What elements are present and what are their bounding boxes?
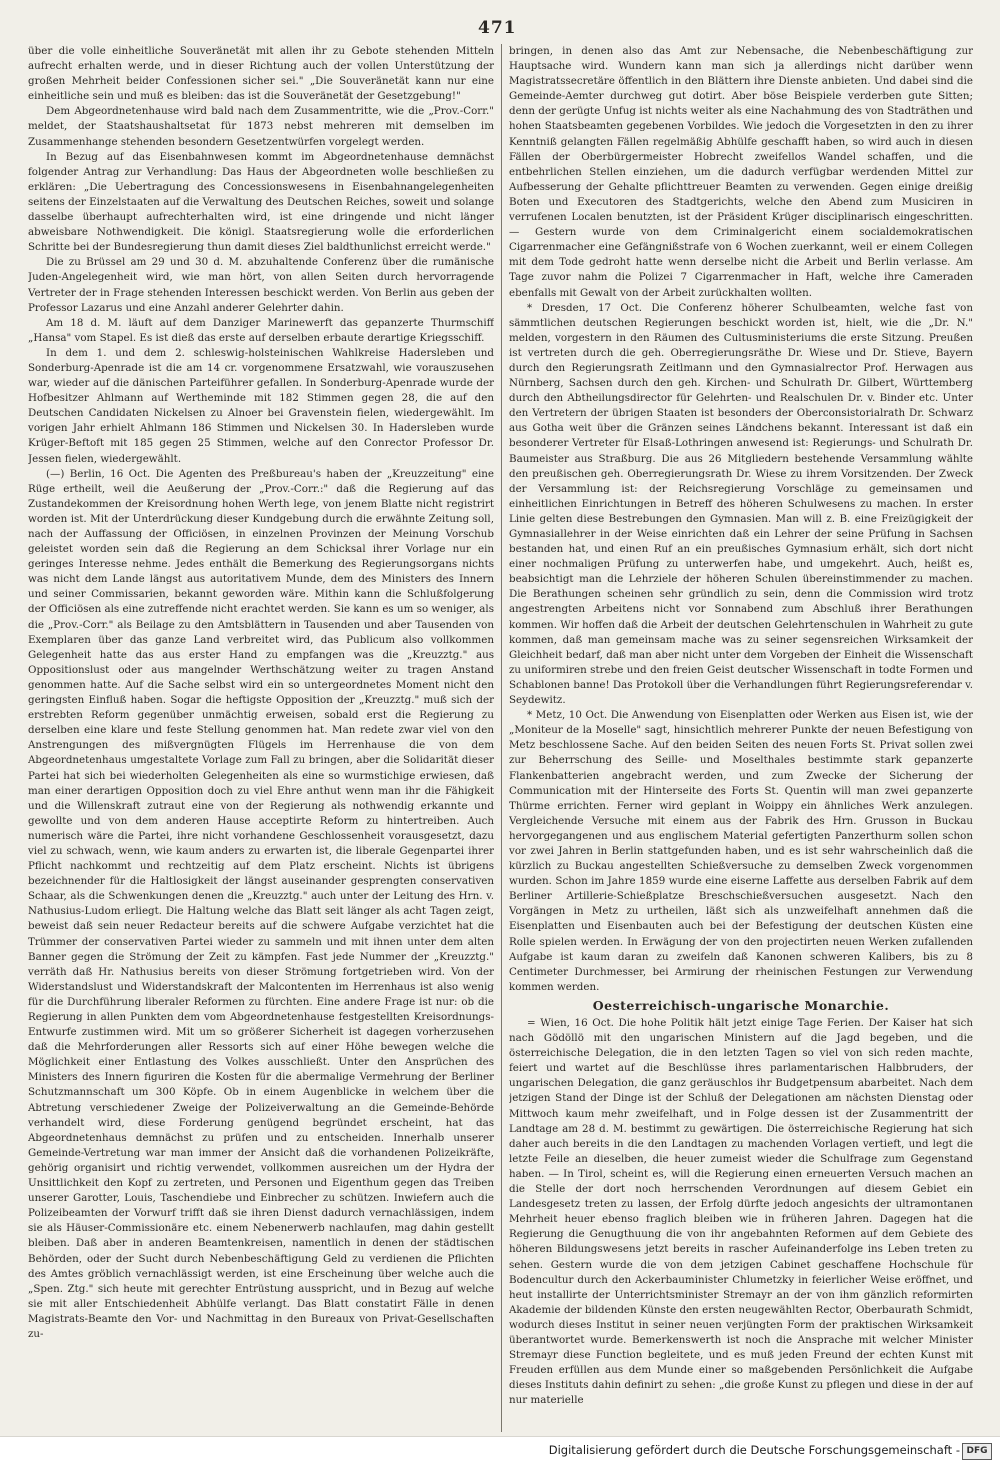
section-heading: Oesterreichisch-ungarische Monarchie. xyxy=(592,997,890,1013)
article-paragraph: = Wien, 16 Oct. Die hohe Politik hält jetzt einige Tage Ferien. Der Kaiser hat sich nach Gödöllö mit den ungarischen Ministern auf die Jagd begeben, und die österreichische Delegation, die in den letzten Tagen so viel von sich reden machte, feiert und wartet auf die Beschlüsse ihres parlamentarischen Halbbruders, der ungarischen Delegation, die ganz geräuschlos ihr Budgetpensum abarbeitet. Nach dem jetzigen Stand der Dinge ist der Schluß der Delegationen am nächsten Dienstag oder Mittwoch kaum mehr zweifelhaft, und in Folge dessen ist der Zusammentritt der Landtage am 28 d. M. bestimmt zu gewärtigen. Die österreichische Regierung hat sich daher auch bereits in die den Landtagen zu machenden Vorlagen vertieft, und legt die letzte Feile an dieselben, die heuer zumeist wieder die Schulfrage zum Gegenstand haben. — In Tirol, scheint es, will die Regierung einen erneuerten Versuch machen an die Stelle der dort noch herrschenden Verordnungen auf diesem Gebiet ein Landesgesetz treten zu lassen, der Erfolg dürfte jedoch angesichts der ultramontanen Mehrheit heuer ebenso fraglich bleiben wie in früheren Jahren. Dagegen hat die Regierung die Genugthuung die von ihr angebahnten Reformen auf dem Gebiete des höheren Bildungswesens jetzt bereits in rascher Aufeinanderfolge ins Leben treten zu sehen. Gestern wurde die von dem jetzigen Cabinet geschaffene Hochschule für Bodencultur durch den Ackerbauminister Chlumetzky in feierlicher Weise eröffnet, und heut installirte der Unterrichtsminister Stremayr an der von ihm gänzlich reformirten Akademie der bildenden Künste den ersten neugewählten Rector, Oberbaurath Schmidt, wodurch dieses Institut in seiner neuen verjüngten Form der praktischen Wirksamkeit überantwortet wurde. Bemerkenswerth ist noch die Ansprache mit welcher Minister Stremayr diese Function begleitete, und es muß jeden Freund der echten Kunst mit Freuden erfüllen aus dem Munde einer so maßgebenden Persönlichkeit die Aufgabe dieses Instituts dahin definirt zu sehen: „die große Kunst zu pflegen und diese in der auf nur materielle xyxy=(509,1017,973,1407)
article-paragraph: (—) Berlin, 16 Oct. Die Agenten des Preßbureau's haben der „Kreuzzeitung" eine Rüge ertheilt, weil die Aeußerung der „Prov.-Corr.:" daß die Regierung auf das Zustandekommen der Kreisordnung hohen Werth lege, von jenem Blatte nicht registrirt worden ist. Mit der Unterdrückung dieser Kundgebung durch die erwähnte Zeitung soll, nach der Auffassung der Officiösen, in einzelnen Provinzen der Meinung Vorschub geleistet worden sein daß die Regierung an dem Schicksal ihrer Vorlage nur ein geringes Interesse nehme. Jedes enthält die Bemerkung des Regierungsorgans nichts was nicht dem Lande längst aus autoritativem Munde, dem des Ministers des Innern und seiner Commissarien, bekannt geworden wäre. Mithin kann die Schlußfolgerung der Officiösen als eine zutreffende nicht erachtet werden. Sie kann es um so weniger, als die „Prov.-Corr." als Beilage zu den Amtsblättern in Tausenden und aber Tausenden von Exemplaren über das ganze Land verbreitet wird, das Publicum also vollkommen Gelegenheit hatte das aus erster Hand zu empfangen was die „Kreuzztg." aus Oppositionslust oder aus mangelnder Werthschätzung weiter zu tragen Anstand genommen hatte. Auf die Sache selbst wird ein so untergeordnetes Moment nicht den geringsten Einfluß haben. Sogar die heftigste Opposition der „Kreuzztg." muß sich der erstrebten Reform gegenüber unmächtig erweisen, sobald erst die Regierung zu derselben eine klare und feste Stellung genommen hat. Man redete zwar viel von den Anstrengungen des mißvergnügten Flügels im Herrenhause die von dem Abgeordnetenhaus umgestaltete Vorlage zum Fall zu bringen, aber die Solidarität dieser Partei hat sich bei wiederholten Gelegenheiten als eine so wurmstichige erwiesen, daß man einer derartigen Opposition doch zu viel Ehre anthut wenn man ihr die Fähigkeit und die Willenskraft zutraut eine von der Regierung als nothwendig erkannte und gewollte und von dem anderen Hause acceptirte Reform zu hintertreiben. Auch numerisch wäre die Partei, ihre nicht vorhandene Geschlossenheit vorausgesetzt, dazu viel zu schwach, wenn, wie kaum anders zu erwarten ist, die liberale Gegenpartei ihrer Pflicht nachkommt und rechtzeitig auf dem Platz erscheint. Nichts ist übrigens bezeichnender für die Haltlosigkeit der längst auseinander gesprengten conservativen Schaar, als die Schwenkungen denen die „Kreuzztg." auch unter der Leitung des Hrn. v. Nathusius-Ludom erliegt. Die Haltung welche das Blatt seit länger als acht Tagen zeigt, beweist daß sein neuer Redacteur bereits auf die schwere Aufgabe verzichtet hat die Trümmer der conservativen Partei wieder zu sammeln und mit ihnen unter dem alten Banner gegen die Strömung der Zeit zu kämpfen. Fast jede Nummer der „Kreuzztg." verräth daß Hr. Nathusius bereits von dieser Strömung fortgetrieben wird. Von der Widerstandslust und Widerstandskraft der Malcontenten im Herrenhaus ist also wenig für die Durchführung liberaler Reformen zu fürchten. Eine andere Frage ist nur: ob die Regierung in allen Punkten dem vom Abgeordnetenhause festgestellten Kreisordnungs-Entwurfe zustimmen wird. Mit um so größerer Sicherheit ist dagegen vorherzusehen daß die Mehrforderungen aller Ressorts sich auf einer Höhe bewegen welche die Möglichkeit einer Entlastung des Volkes ausschließt. Unter den Ansprüchen des Ministers des Innern figuriren die Kosten für die abermalige Vermehrung der Berliner Schutzmannschaft um 300 Köpfe. Ob in einem Augenblicke in welchem über die Abtretung verschiedener Zweige der Polizeiverwaltung an die Gemeinde-Behörde verhandelt wird, diese Forderung genügend begründet erscheint, hat das Abgeordnetenhaus demnächst zu prüfen und zu entscheiden. Innerhalb unserer Gemeinde-Vertretung war man immer der Ansicht daß die vorhandenen Polizeikräfte, gehörig organisirt und richtig verwendet, vollkommen ausreichen um der Hydra der Unsittlichkeit den Kopf zu zertreten, und Personen und Eigenthum gegen das Treiben unserer Garotter, Louis, Taschendiebe und Einbrecher zu schützen. Inwiefern auch die Polizeibeamten der Vorwurf trifft daß sie ihren Dienst dadurch vernachlässigen, indem sie als Häuser-Commissionäre etc. einem Nebenerwerb nachlaufen, mag dahin gestellt bleiben. Daß aber in anderen Beamtenkreisen, namentlich in denen der städtischen Behörden, oder der Sucht durch Nebenbeschäftigung Geld zu verdienen die Pflichten des Amtes gröblich vernachlässigt werden, ist eine Erscheinung über welche auch die „Spen. Ztg." sich heute mit gerechter Entrüstung ausspricht, und in Bezug auf welche sie mit aller Entschiedenheit Abhülfe verlangt. Das Blatt constatirt Fälle in denen Magistrats-Beamte den Vor- und Nachmittag in den Bureaux von Privat-Gesellschaften zu- xyxy=(28,467,494,1340)
article-paragraph: Dem Abgeordnetenhause wird bald nach dem Zusammentritte, wie die „Prov.-Corr." meldet, der Staatshaushaltsetat für 1873 nebst mehreren mit demselben im Zusammenhange stehenden besondern Gesetzentwürfen vorgelegt werden. xyxy=(28,105,494,148)
article-paragraph: Am 18 d. M. läuft auf dem Danziger Marinewerft das gepanzerte Thurmschiff „Hansa" vom Stapel. Es ist dieß das erste auf derselben erbaute derartige Kriegsschiff. xyxy=(28,316,494,344)
page-number: 471 xyxy=(478,18,517,38)
article-paragraph: Die zu Brüssel am 29 und 30 d. M. abzuhaltende Conferenz über die rumänische Juden-Angelegenheit wird, wie man hört, von allen Seiten durch hervorragende Vertreter der in Frage stehenden Interessen beschickt werden. Von Berlin aus geben der Professor Lazarus und eine Anzahl anderer Gelehrter dahin. xyxy=(28,256,494,314)
article-paragraph: * Dresden, 17 Oct. Die Conferenz höherer Schulbeamten, welche fast von sämmtlichen deutschen Regierungen beschickt worden ist, hielt, wie die „Dr. N." melden, vorgestern in den Räumen des Cultusministeriums die erste Sitzung. Preußen ist vertreten durch die geh. Oberregierungsräthe Dr. Wiese und Dr. Stieve, Bayern durch den Regierungsrath Zeitlmann und den Gymnasialrector Prof. Herwagen aus Nürnberg, Sachsen durch den geh. Kirchen- und Schulrath Dr. Gilbert, Württemberg durch den Abtheilungsdirector für Gelehrten- und Realschulen Dr. v. Binder etc. Unter den Vertretern der übrigen Staaten ist besonders der Oberconsistorialrath Dr. Schwarz aus Gotha weit über die Gränzen seines Ländchens bekannt. Interessant ist daß ein besonderer Vertreter für Elsaß-Lothringen anwesend ist: Regierungs- und Schulrath Dr. Baumeister aus Straßburg. Die aus 26 Mitgliedern bestehende Versammlung wählte den preußischen geh. Oberregierungsrath Dr. Wiese zu ihrem Vorsitzenden. Der Zweck der Versammlung ist: der Reichsregierung Vorschläge zu gemeinsamen und einheitlichen Einrichtungen in Betreff des höheren Schulwesens zu machen. In erster Linie gelten diese Bestrebungen den Gymnasien. Man will z. B. eine Freizügigkeit der Gymnasiallehrer in der Weise einrichten daß ein Lehrer der seine Prüfung in Sachsen bestanden hat, und einen Ruf an ein preußisches Gymnasium erhält, sich dort nicht einer nochmaligen Prüfung zu unterwerfen habe, und umgekehrt. Auch, heißt es, beabsichtigt man die Lehrziele der höheren Schulen übereinstimmender zu machen. Die Berathungen scheinen sehr gründlich zu sein, denn die Commission wird trotz angestrengten Arbeitens nicht vor Sonnabend zum Abschluß ihrer Berathungen kommen. Wir hoffen daß die Arbeit der deutschen Gelehrtenschulen in Wahrheit zu gute kommen, daß man gemeinsam mache was zu seiner segensreichen Wirksamkeit der Gleichheit bedarf, daß man aber nicht unter dem Vorgeben der Einheit die Wissenschaft zu uniformiren strebe und den freien Geist deutscher Wissenschaft in todte Formen und Schablonen banne! Das Protokoll über die Verhandlungen führt Regierungsreferendar v. Seydewitz. xyxy=(509,301,973,707)
article-paragraph: * Metz, 10 Oct. Die Anwendung von Eisenplatten oder Werken aus Eisen ist, wie der „Moniteur de la Moselle" sagt, hinsichtlich mehrerer Punkte der neuen Befestigung von Metz beschlossene Sache. Auf den beiden Seiten des neuen Forts St. Privat sollen zwei zur Beherrschung des Seille- und Moselthales bestimmte stark gepanzerte Flankenbatterien angebracht werden, und zum Zwecke der Sicherung der Communication mit der Hinterseite des Forts St. Quentin will man zwei gepanzerte Thürme errichten. Ferner wird geplant in Woippy ein ähnliches Werk anzulegen. Vergleichende Versuche mit einem aus der Fabrik des Hrn. Grusson in Buckau hervorgegangenen und aus englischem Material gefertigten Panzerthurm sollen schon vor zwei Jahren in Berlin stattgefunden haben, und es ist sehr wahrscheinlich daß die kürzlich zu Buckau angestellten Schießversuche zu demselben Zweck vorgenommen wurden. Schon im Jahre 1859 wurde eine eiserne Laffette aus derselben Fabrik auf dem Berliner Artillerie-Schießplatze Breschschießversuchen ausgesetzt. Nach den Vorgängen in Metz zu urtheilen, läßt sich als unzweifelhaft annehmen daß die Eisenplatten und Eisenbauten auch bei der Befestigung der deutschen Küsten eine Rolle spielen werden. In Erwägung der von den projectirten neuen Werken zufallenden Aufgabe ist kaum daran zu zweifeln daß Kanonen schweren Kalibers, bis zu 8 Centimeter Durchmesser, bei Armirung der rheinischen Festungen zur Verwendung kommen werden. xyxy=(509,709,973,993)
article-paragraph: In Bezug auf das Eisenbahnwesen kommt im Abgeordnetenhause demnächst folgender Antrag zur Verhandlung: Das Haus der Abgeordneten wolle beschließen zu erklären: „Die Uebertragung des Concessionswesens in Eisenbahnangelegenheiten seitens der Einzelstaaten auf die Verwaltung des Deutschen Reiches, soweit und solange dasselbe überhaupt aufrechterhalten wird, ist eine dringende und nicht länger abweisbare Nothwendigkeit. Die königl. Staatsregierung wolle die erforderlichen Schritte bei der Bundesregierung thun damit dieses Ziel baldthunlichst erreicht werde." xyxy=(28,150,494,254)
column-divider xyxy=(501,44,502,1432)
footer-credit: Digitalisierung gefördert durch die Deutsche Forschungsgemeinschaft - xyxy=(548,1443,960,1457)
dfg-logo-icon: DFG xyxy=(962,1443,992,1460)
article-paragraph: bringen, in denen also das Amt zur Nebensache, die Nebenbeschäftigung zur Hauptsache wird. Wundern kann man sich ja allerdings nicht darüber wenn Magistratssecretäre öffentlich in den Blättern ihre Dienste anbieten. Und dabei sind die Gemeinde-Aemter durchweg gut dotirt. Aber böse Beispiele verderben gute Sitten; denn der gerügte Unfug ist nichts weiter als eine Nachahmung des von Stadträthen und hohen Staatsbeamten gegebenen Vorbildes. Wie jedoch die Vorgesetzten in den zu ihrer Kenntniß gelangten Fällen regelmäßig Abhülfe geschafft haben, so wird auch in diesen Fällen der Oberbürgermeister Hobrecht zweifellos Wandel schaffen, und die entbehrlichen Stellen einziehen, um die dadurch verfügbar werdenden Mittel zur Aufbesserung der Gehalte pflichttreuer Beamten zu verwenden. Gegen einige dreißig Boten und Executoren des Stadtgerichts, welche den Abend zum Musiciren in verrufenen Localen benutzten, ist der Präsident Krüger disciplinarisch eingeschritten. — Gestern wurde von dem Criminalgericht einem socialdemokratischen Cigarrenmacher eine Gefängnißstrafe von 6 Wochen zuerkannt, weil er einem Collegen mit dem Tode gedroht hatte wenn derselbe nicht die Arbeit und Berlin verlasse. Am Tage zuvor nahm die Polizei 7 Cigarrenmacher in Haft, welche ihre Cameraden ebenfalls mit Gewalt von der Arbeit zurückhalten wollten. xyxy=(509,45,973,299)
right-column xyxy=(509,44,973,1432)
article-paragraph: In dem 1. und dem 2. schleswig-holsteinischen Wahlkreise Hadersleben und Sonderburg-Apenrade ist die am 14 cr. vorgenommene Ersatzwahl, wie vorauszusehen war, wieder auf die dänischen Parteiführer gefallen. In Sonderburg-Apenrade wurde der Hofbesitzer Ahlmann auf Wertheminde mit 182 Stimmen gegen 28, die auf den Deutschen Candidaten Nickelsen zu Alnoer bei Gravenstein fielen, wiedergewählt. Im vorigen Jahr erhielt Ahlmann 186 Stimmen und Nickelsen 30. In Hadersleben wurde Krüger-Beftoft mit 185 gegen 25 Stimmen, welche auf den Conrector Professor Dr. Jessen fielen, wiedergewählt. xyxy=(28,346,494,465)
article-paragraph: über die volle einheitliche Souveränetät mit allen ihr zu Gebote stehenden Mitteln aufrecht erhalten werde, und in dieser Richtung auch der vollen Unterstützung der großen Mehrheit beider Confessionen sicher sei." „Die Souveränetät kann nur eine einheitliche sein und muß es bleiben: das ist die Souveränetät der Gesetzgebung!" xyxy=(28,45,494,103)
left-column xyxy=(28,44,494,1432)
footer-bar xyxy=(0,1436,1000,1464)
